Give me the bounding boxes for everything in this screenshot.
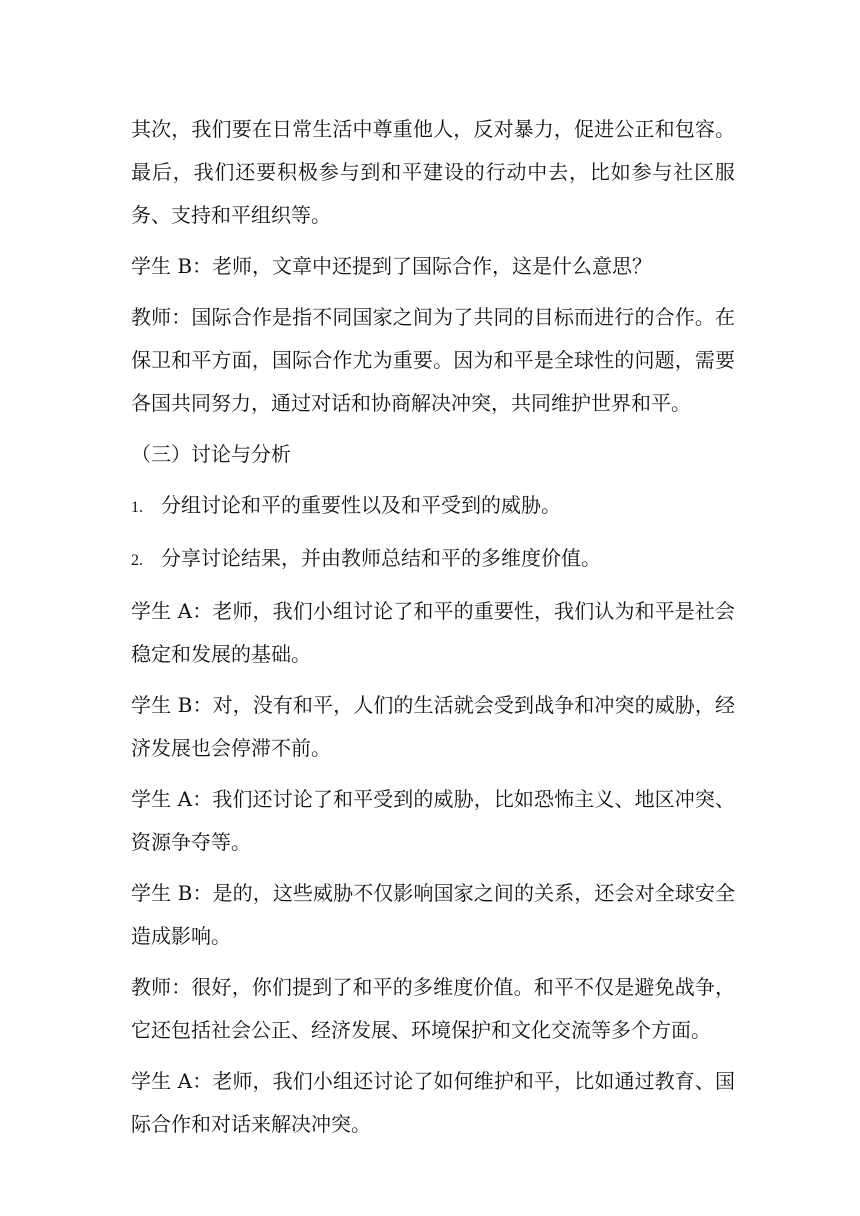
document-body xyxy=(131,108,735,1154)
list-item-text: 分组讨论和平的重要性以及和平受到的威胁。 xyxy=(161,493,561,517)
list-item-number: 2. xyxy=(131,552,143,569)
dialogue-line: 学生 B：对，没有和平，人们的生活就会受到战争和冲突的威胁，经济发展也会停滞不前。 xyxy=(131,693,735,760)
paragraph-teacher-international-cooperation: 教师：国际合作是指不同国家之间为了共同的目标而进行的合作。在保卫和平方面，国际合作尤为重要。因为和平是全球性的问题，需要各国共同努力，通过对话和协商解决冲突，共同维护世界和平。 xyxy=(131,305,735,415)
dialogue-line: 学生 A：老师，我们小组还讨论了如何维护和平，比如通过教育、国际合作和对话来解决冲突。 xyxy=(131,1069,735,1136)
list-item xyxy=(131,537,735,582)
paragraph-student-b-question: 学生 B：老师，文章中还提到了国际合作，这是什么意思？ xyxy=(131,254,653,278)
list-item xyxy=(131,484,735,529)
dialogue-line: 学生 A：老师，我们小组讨论了和平的重要性，我们认为和平是社会稳定和发展的基础。 xyxy=(131,599,735,666)
section-heading: （三）讨论与分析 xyxy=(131,442,291,466)
dialogue-line: 学生 A：我们还讨论了和平受到的威胁，比如恐怖主义、地区冲突、资源争夺等。 xyxy=(131,787,735,854)
list-item-number: 1. xyxy=(131,499,143,516)
list-item-text: 分享讨论结果，并由教师总结和平的多维度价值。 xyxy=(161,546,601,570)
dialogue-line: 学生 B：是的，这些威胁不仅影响国家之间的关系，还会对全球安全造成影响。 xyxy=(131,881,735,948)
dialogue-line: 教师：很好，你们提到了和平的多维度价值。和平不仅是避免战争，它还包括社会公正、经济发展、环境保护和文化交流等多个方面。 xyxy=(131,975,735,1042)
paragraph-respect-and-action: 其次，我们要在日常生活中尊重他人，反对暴力，促进公正和包容。最后，我们还要积极参与到和平建设的行动中去，比如参与社区服务、支持和平组织等。 xyxy=(131,117,735,227)
